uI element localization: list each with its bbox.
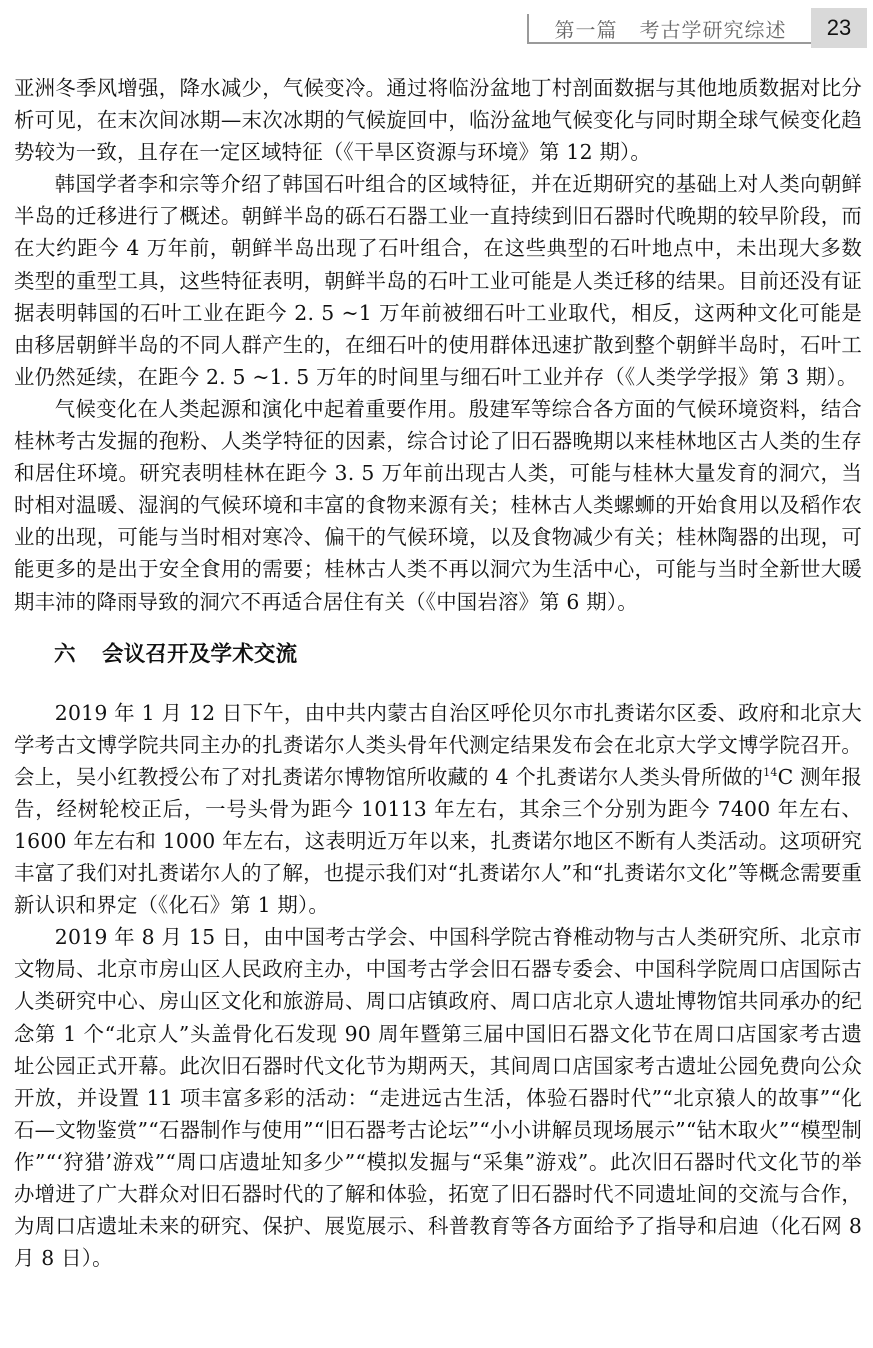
body-text	[14, 72, 862, 1274]
paragraph-zhalainuoer-part1: 2019 年 1 月 12 日下午，由中共内蒙古自治区呼伦贝尔市扎赉诺尔区委、政府和北京大学考古文博学院共同主办的扎赉诺尔人类头骨年代测定结果发布会在北京大学文博学院召开。会上，吴小红教授公布了对扎赉诺尔博物馆所收藏的 4 个扎赉诺尔人类头骨所做的	[14, 700, 862, 789]
paragraph-zhalainuoer-part2: C 测年报告，经树轮校正后，一号头骨为距今 10113 年左右，其余三个分别为距今 7400 年左右、1600 年左右和 1000 年左右，这表明近万年以来，扎赉诺尔地区不断有人类活动。这项研究丰富了我们对扎赉诺尔人的了解，也提示我们对“扎赉诺尔人”和“扎赉诺尔文化”等概念需要重新认识和界定（《化石》第 1 期）。	[14, 764, 862, 918]
paragraph-climate-linfen: 亚洲冬季风增强，降水减少，气候变冷。通过将临汾盆地丁村剖面数据与其他地质数据对比分析可见，在末次间冰期—末次冰期的气候旋回中，临汾盆地气候变化与同时期全球气候变化趋势较为一致，且存在一定区域特征（《干旱区资源与环境》第 12 期）。	[14, 76, 862, 165]
paragraph-zhalainuoer	[14, 697, 862, 922]
chapter-title: 考古学研究综述	[639, 17, 787, 42]
page-number: 23	[811, 8, 867, 48]
section-number: 六	[54, 641, 76, 667]
part-label: 第一篇	[554, 17, 618, 42]
superscript-14: 14	[763, 765, 778, 779]
paragraph-paleolithic-festival: 2019 年 8 月 15 日，由中国考古学会、中国科学院古脊椎动物与古人类研究所、北京市文物局、北京市房山区人民政府主办，中国考古学会旧石器专委会、中国科学院周口店国际古人类研究中心、房山区文化和旅游局、周口店镇政府、周口店北京人遗址博物馆共同承办的纪念第 1 个“北京人”头盖骨化石发现 90 周年暨第三届中国旧石器文化节在周口店国家考古遗址公园正式开幕。此次旧石器时代文化节为期两天，其间周口店国家考古遗址公园免费向公众开放，并设置 11 项丰富多彩的活动：“走进远古生活，体验石器时代”“北京猿人的故事”“化石—文物鉴赏”“石器制作与使用”“旧石器考古论坛”“小小讲解员现场展示”“钻木取火”“模型制作”“‘狩猎’游戏”“周口店遗址知多少”“模拟发掘与“采集”游戏”。此次旧石器时代文化节的举办增进了广大群众对旧石器时代的了解和体验，拓宽了旧石器时代不同遗址间的交流与合作，为周口店遗址未来的研究、保护、展览展示、科普教育等各方面给予了指导和启迪（化石网 8 月 8 日）。	[14, 925, 862, 1271]
paragraph-guilin-climate: 气候变化在人类起源和演化中起着重要作用。殷建军等综合各方面的气候环境资料，结合桂林考古发掘的孢粉、人类学特征的因素，综合讨论了旧石器晚期以来桂林地区古人类的生存和居住环境。研究表明桂林在距今 3. 5 万年前出现古人类，可能与桂林大量发育的洞穴，当时相对温暖、湿润的气候环境和丰富的食物来源有关；桂林古人类螺蛳的开始食用以及稻作农业的出现，可能与当时相对寒冷、偏干的气候环境，以及食物减少有关；桂林陶器的出现，可能更多的是出于安全食用的需要；桂林古人类不再以洞穴为生活中心，可能与当时全新世大暖期丰沛的降雨导致的洞穴不再适合居住有关（《中国岩溶》第 6 期）。	[14, 396, 862, 614]
section-heading	[14, 640, 862, 670]
running-head	[527, 14, 812, 44]
paragraph-korea-blade: 韩国学者李和宗等介绍了韩国石叶组合的区域特征，并在近期研究的基础上对人类向朝鲜半岛的迁移进行了概述。朝鲜半岛的砾石石器工业一直持续到旧石器时代晚期的较早阶段，而在大约距今 4 万年前，朝鲜半岛出现了石叶组合，在这些典型的石叶地点中，未出现大多数类型的重型工具，这些特征表明，朝鲜半岛的石叶工业可能是人类迁移的结果。目前还没有证据表明韩国的石叶工业在距今 2. 5 ~1 万年前被细石叶工业取代，相反，这两种文化可能是由移居朝鲜半岛的不同人群产生的，在细石叶的使用群体迅速扩散到整个朝鲜半岛时，石叶工业仍然延续，在距今 2. 5 ~1. 5 万年的时间里与细石叶工业并存（《人类学学报》第 3 期）。	[14, 172, 862, 389]
section-title: 会议召开及学术交流	[102, 641, 298, 667]
